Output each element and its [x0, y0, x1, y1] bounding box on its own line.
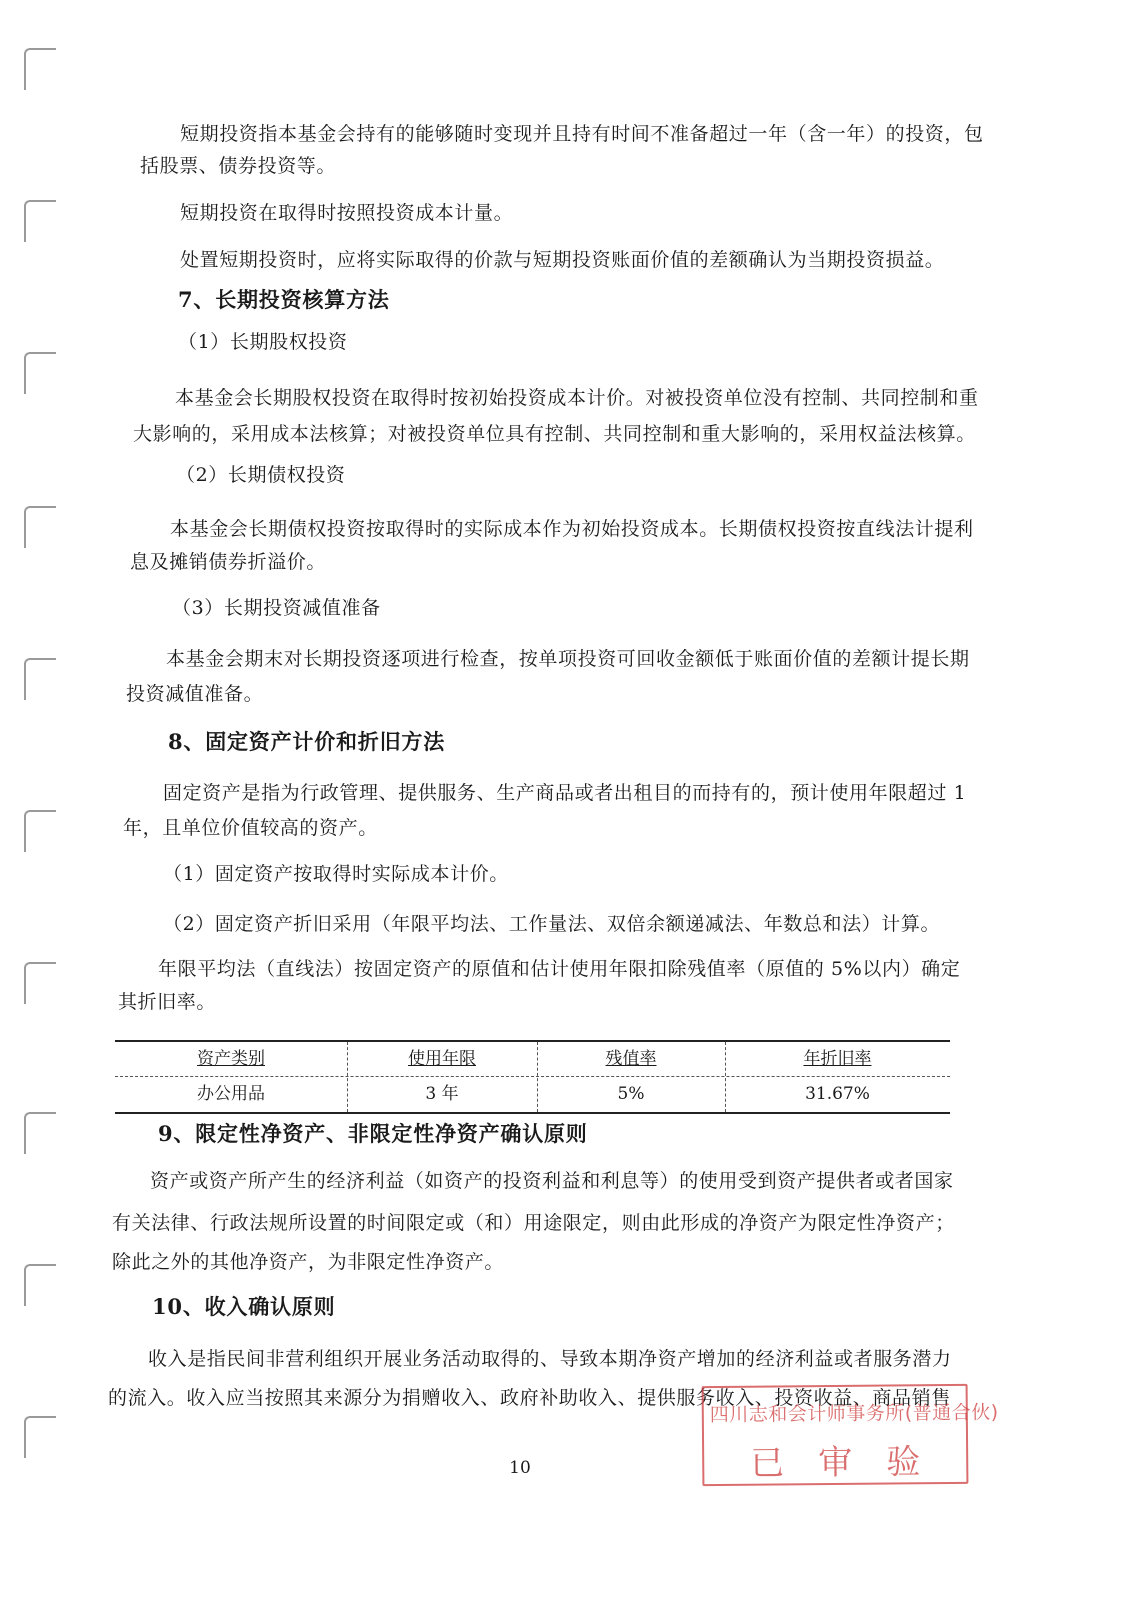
paragraph-fixed-assets-line1: 固定资产是指为行政管理、提供服务、生产商品或者出租目的而持有的，预计使用年限超过 1	[163, 782, 967, 804]
binding-hole-mark	[24, 1416, 56, 1458]
paragraph-short-term-definition-line2: 括股票、债券投资等。	[140, 155, 337, 177]
table-cell: 5%	[617, 1084, 645, 1104]
paragraph-straight-line-line2: 其折旧率。	[118, 991, 217, 1013]
stamp-firm-name: 四川志和会计师事务所(普通合伙)	[709, 1401, 999, 1427]
paragraph-short-term-definition-line1: 短期投资指本基金会持有的能够随时变现并且持有时间不准备超过一年（含一年）的投资，包	[180, 123, 984, 145]
subheading-long-term-debt: （2）长期债权投资	[176, 464, 346, 486]
binding-hole-mark	[24, 200, 56, 242]
heading-revenue-recognition: 10、收入确认原则	[152, 1294, 336, 1319]
table-column-divider	[347, 1042, 348, 1112]
paragraph-long-term-debt-line1: 本基金会长期债权投资按取得时的实际成本作为初始投资成本。长期债权投资按直线法计提利	[170, 518, 974, 540]
paragraph-impairment-line1: 本基金会期末对长期投资逐项进行检查，按单项投资可回收金额低于账面价值的差额计提长期	[166, 648, 970, 670]
paragraph-fixed-assets-cost: （1）固定资产按取得时实际成本计价。	[163, 863, 509, 885]
table-row	[115, 1077, 950, 1111]
binding-hole-mark	[24, 658, 56, 700]
binding-hole-mark	[24, 1112, 56, 1154]
table-cell: 办公用品	[197, 1084, 265, 1104]
paragraph-impairment-line2: 投资减值准备。	[126, 683, 264, 705]
table-column-divider	[725, 1042, 726, 1112]
binding-hole-mark	[24, 962, 56, 1004]
table-header-cell: 年折旧率	[803, 1049, 872, 1069]
subheading-impairment: （3）长期投资减值准备	[172, 597, 381, 619]
table-column-divider	[537, 1042, 538, 1112]
page-number: 10	[509, 1458, 531, 1478]
heading-long-term-investment: 7、长期投资核算方法	[178, 287, 390, 312]
subheading-long-term-equity: （1）长期股权投资	[178, 331, 348, 353]
paragraph-short-term-measurement: 短期投资在取得时按照投资成本计量。	[180, 202, 514, 224]
table-cell: 31.67%	[805, 1084, 870, 1104]
paragraph-net-assets-line1: 资产或资产所产生的经济利益（如资产的投资利益和利息等）的使用受到资产提供者或者国家	[150, 1170, 954, 1192]
paragraph-net-assets-line2: 有关法律、行政法规所设置的时间限定或（和）用途限定，则由此形成的净资产为限定性净资产；	[112, 1212, 955, 1234]
binding-hole-mark	[24, 1264, 56, 1306]
binding-hole-mark	[24, 506, 56, 548]
paragraph-net-assets-line3: 除此之外的其他净资产，为非限定性净资产。	[112, 1251, 505, 1273]
audit-stamp	[702, 1384, 999, 1486]
paragraph-long-term-equity-line1: 本基金会长期股权投资在取得时按初始投资成本计价。对被投资单位没有控制、共同控制和重	[175, 387, 979, 409]
heading-fixed-assets: 8、固定资产计价和折旧方法	[168, 729, 446, 754]
table-header-row	[115, 1042, 950, 1077]
binding-hole-mark	[24, 48, 56, 90]
binding-hole-mark	[24, 352, 56, 394]
table-header-cell: 资产类别	[197, 1049, 265, 1069]
depreciation-table	[115, 1040, 950, 1114]
binding-hole-mark	[24, 810, 56, 852]
stamp-verified-label: 已审验	[750, 1441, 955, 1484]
heading-net-assets: 9、限定性净资产、非限定性净资产确认原则	[158, 1121, 588, 1146]
paragraph-long-term-debt-line2: 息及摊销债券折溢价。	[130, 551, 327, 573]
paragraph-fixed-assets-depreciation: （2）固定资产折旧采用（年限平均法、工作量法、双倍余额递减法、年数总和法）计算。	[163, 913, 941, 935]
paragraph-fixed-assets-line2: 年，且单位价值较高的资产。	[123, 817, 378, 839]
table-cell: 3 年	[425, 1084, 459, 1104]
table-header-cell: 残值率	[605, 1049, 657, 1069]
paragraph-revenue-line2: 的流入。收入应当按照其来源分为捐赠收入、政府补助收入、提供服务收入、投资收益、商品销售	[108, 1387, 951, 1409]
paragraph-short-term-disposal: 处置短期投资时，应将实际取得的价款与短期投资账面价值的差额确认为当期投资损益。	[180, 249, 945, 271]
table-header-cell: 使用年限	[408, 1049, 476, 1069]
paragraph-revenue-line1: 收入是指民间非营利组织开展业务活动取得的、导致本期净资产增加的经济利益或者服务潜力	[148, 1348, 952, 1370]
paragraph-straight-line-line1: 年限平均法（直线法）按固定资产的原值和估计使用年限扣除残值率（原值的 5%以内）确定	[158, 958, 961, 980]
paragraph-long-term-equity-line2: 大影响的，采用成本法核算；对被投资单位具有控制、共同控制和重大影响的，采用权益法核算。	[133, 423, 976, 445]
